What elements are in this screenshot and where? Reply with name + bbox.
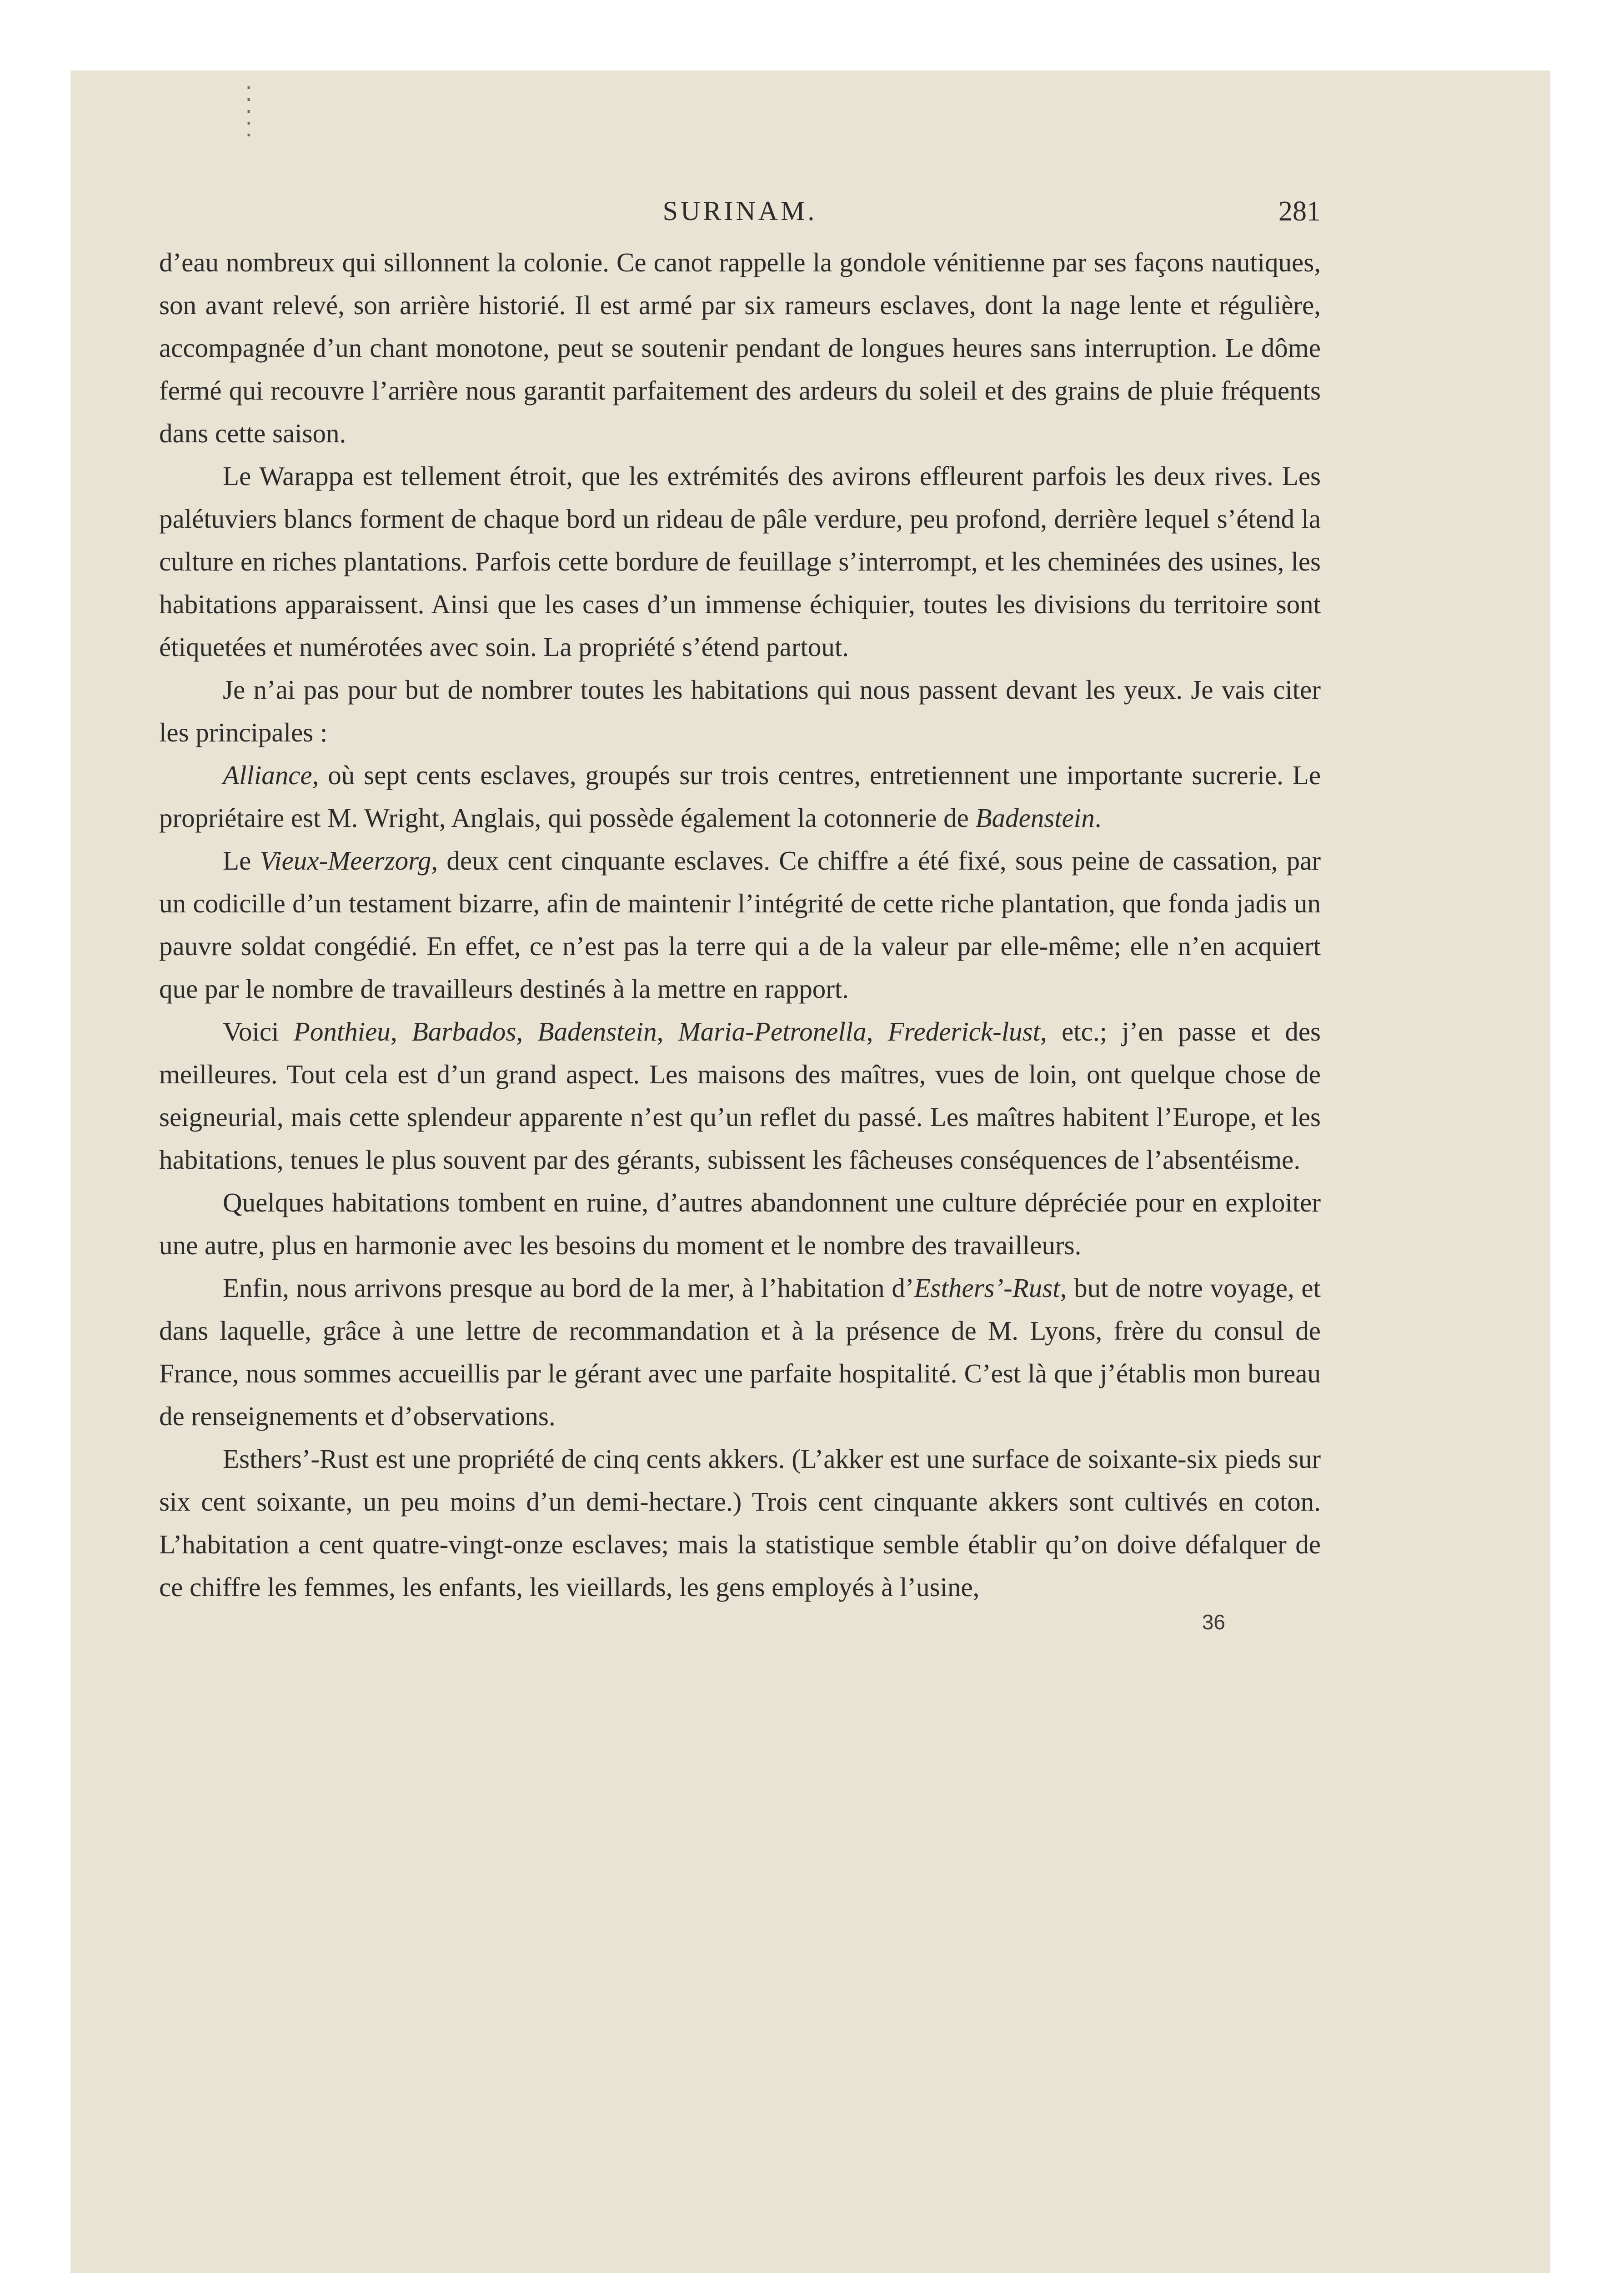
paragraph-2: Le Warappa est tellement étroit, que les extrémités des avirons effleurent parfois les deux rives. Les palétuviers blancs forment de chaque bord un rideau de pâle verdure, peu profond, derrière lequel s’étend la culture en riches plantations. Parfois cette bordure de feuillage s’interrompt, et les cheminées des usines, les habitations apparaissent. Ainsi que les cases d’un immense échiquier, toutes les divisions du territoire sont étiquetées et numérotées avec soin. La propriété s’étend partout. xyxy=(159,461,1321,662)
separator: , xyxy=(866,1016,888,1046)
text-run: Voici xyxy=(223,1016,294,1046)
page-number: 281 xyxy=(1278,196,1321,227)
body-text xyxy=(159,241,1321,1608)
text-run: Enfin, nous arrivons presque au bord de la mer, à l’habitation d’ xyxy=(223,1273,914,1303)
book-page xyxy=(159,195,1321,1636)
separator: , xyxy=(516,1016,538,1046)
paragraph-7: Quelques habitations tombent en ruine, d’autres abandonnent une culture dépréciée pour en exploiter une autre, plus en harmonie avec les besoins du moment et le nombre des travailleurs. xyxy=(159,1187,1321,1260)
text-run: Le xyxy=(223,846,260,876)
plantation-name: Vieux-Meerzorg xyxy=(260,846,431,876)
page-header xyxy=(159,195,1321,241)
plantation-name: Badenstein xyxy=(537,1016,657,1046)
paragraph-9: Esthers’-Rust est une propriété de cinq cents akkers. (L’akker est une surface de soixante-six pieds sur six cent soixante, un peu moins d’un demi-hectare.) Trois cent cinquante akkers sont cultivés en coton. L’habitation a cent quatre-vingt-onze esclaves; mais la statistique semble établir qu’on doive défalquer de ce chiffre les femmes, les enfants, les vieillards, les gens employés à l’usine, xyxy=(159,1444,1321,1602)
paragraph-5 xyxy=(159,839,1321,1010)
plantation-name: Alliance xyxy=(223,760,312,790)
margin-dots: . . . . . xyxy=(243,73,255,141)
plantation-name: Maria-Petronella xyxy=(678,1016,867,1046)
text-run: , où sept cents esclaves, groupés sur trois centres, entretiennent une importante sucrerie. Le propriétaire est M. Wright, Anglais, qui possède également la cotonnerie de xyxy=(159,760,1321,833)
paragraph-4 xyxy=(159,754,1321,839)
plantation-name: Frederick-lust xyxy=(887,1016,1041,1046)
text-run: , etc.; j’en passe et des meilleures. Tout cela est d’un grand aspect. Les maisons des maîtres, vues de loin, ont quelque chose de seigneurial, mais cette splendeur apparente n’est qu’un reflet du passé. Les maîtres habitent l’Europe, et les habitations, tenues le plus souvent par des gérants, subissent les fâcheuses conséquences de l’absentéisme. xyxy=(159,1016,1321,1175)
separator: , xyxy=(657,1016,678,1046)
plantation-name: Esthers’-Rust xyxy=(914,1273,1060,1303)
running-head: SURINAM. xyxy=(662,196,817,226)
text-run: , but de notre voyage, et dans laquelle, grâce à une lettre de recommandation et à la présence de M. Lyons, frère du consul de France, nous sommes accueillis par le gérant avec une parfaite hospitalité. C’est là que j’établis mon bureau de renseignements et d’observations. xyxy=(159,1273,1321,1431)
separator: , xyxy=(390,1016,412,1046)
plantation-name: Barbados xyxy=(411,1016,516,1046)
paragraph-3: Je n’ai pas pour but de nombrer toutes les habitations qui nous passent devant les yeux. Je vais citer les principales : xyxy=(159,675,1321,747)
signature-mark: 36 xyxy=(1202,1610,1225,1634)
plantation-name: Ponthieu xyxy=(293,1016,391,1046)
paragraph-1: d’eau nombreux qui sillonnent la colonie. Ce canot rappelle la gondole vénitienne par ses façons nautiques, son avant relevé, son arrière historié. Il est armé par six rameurs esclaves, dont la nage lente et régulière, accompagnée d’un chant monotone, peut se soutenir pendant de longues heures sans interruption. Le dôme fermé qui recouvre l’arrière nous garantit parfaitement des ardeurs du soleil et des grains de pluie fréquents dans cette saison. xyxy=(159,247,1321,448)
plantation-name: Badenstein xyxy=(975,803,1095,833)
paragraph-8 xyxy=(159,1267,1321,1437)
paragraph-6 xyxy=(159,1010,1321,1181)
text-run: . xyxy=(1094,803,1102,833)
text-run: , deux cent cinquante esclaves. Ce chiffre a été fixé, sous peine de cassation, par un codicille d’un testament bizarre, afin de maintenir l’intégrité de cette riche plantation, que fonda jadis un pauvre soldat congédié. En effet, ce n’est pas la terre qui a de la valeur par elle-même; elle n’en acquiert que par le nombre de travailleurs destinés à la mettre en rapport. xyxy=(159,846,1321,1004)
